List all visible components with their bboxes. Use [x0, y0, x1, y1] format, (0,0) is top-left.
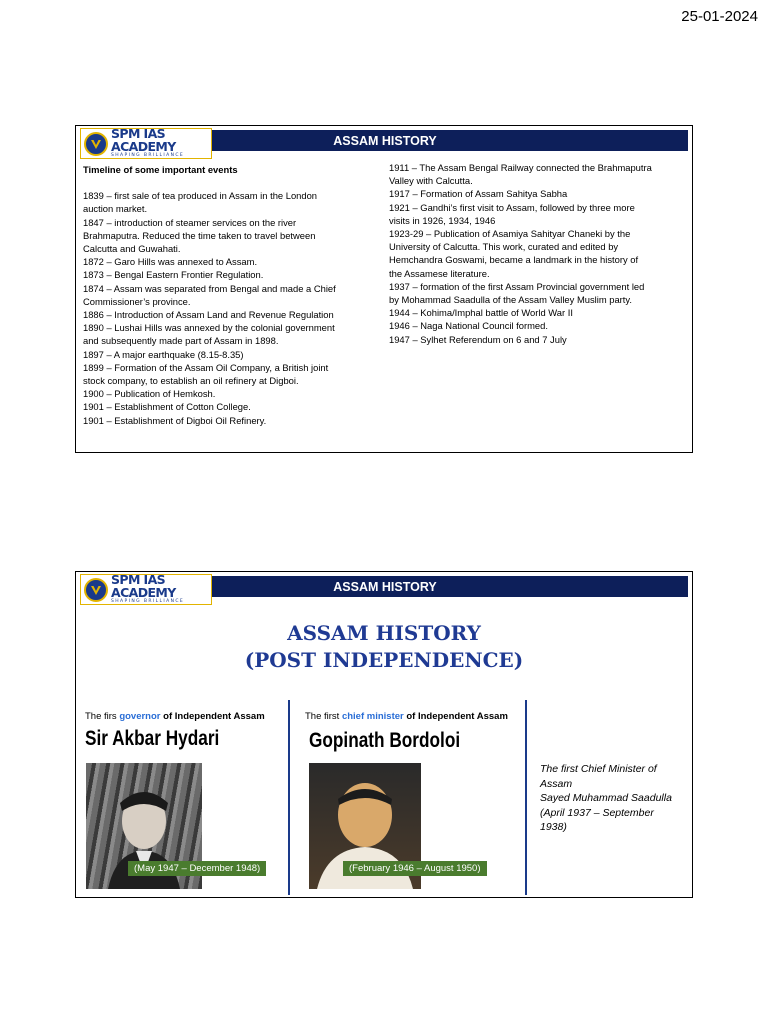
text-line: 1911 – The Assam Bengal Railway connected the Brahmaputra	[389, 162, 652, 173]
chief-minister-name: Gopinath Bordoloi	[309, 729, 461, 752]
column-divider	[288, 700, 290, 895]
text-line: by Mohammad Saadulla of the Assam Valley Muslim party.	[389, 294, 632, 306]
slide-post-independence	[75, 571, 693, 898]
text-line: 1944 – Kohima/Imphal battle of World War II	[389, 307, 573, 319]
academy-logo	[80, 574, 212, 605]
slide-title-line1: ASSAM HISTORY	[287, 621, 481, 645]
caption-text: of Independent Assam	[403, 711, 508, 722]
text-line: The first Chief Minister of	[540, 763, 657, 775]
text-line: (April 1937 – September	[540, 806, 654, 819]
text-line: 1890 – Lushai Hills was annexed by the colonial government	[83, 322, 335, 334]
text-line: 1899 – Formation of the Assam Oil Company, a British joint	[83, 361, 329, 373]
text-line: 1947 – Sylhet Referendum on 6 and 7 July	[389, 333, 567, 345]
text-line: 1900 – Publication of Hemkosh.	[83, 388, 216, 400]
text-line: Valley with Calcutta.	[389, 175, 473, 187]
caption-text: of Independent Assam	[160, 711, 265, 722]
text-line: 1938)	[540, 821, 567, 833]
text-line: 1917 – Formation of Assam Sahitya Sabha	[389, 188, 568, 200]
timeline-right-column	[389, 161, 691, 346]
text-line: stock company, to establish an oil refinery at Digboi.	[83, 375, 299, 387]
text-line: Hemchandra Goswami, became a landmark in the history of	[389, 254, 639, 266]
shield-icon	[84, 578, 108, 602]
caption-role: governor	[119, 711, 161, 722]
text-line: 1886 – Introduction of Assam Land and Revenue Regulation	[83, 309, 334, 321]
slide-title-line2: (POST INDEPENDENCE)	[244, 648, 524, 672]
timeline-heading: Timeline of some important events	[83, 164, 238, 175]
governor-caption	[85, 711, 265, 722]
page-date: 25-01-2024	[681, 8, 758, 25]
text-line: 1937 – formation of the first Assam Provincial government led	[389, 280, 645, 292]
timeline-left-column	[83, 163, 383, 427]
text-line: 1874 – Assam was separated from Bengal and made a Chief	[83, 282, 336, 294]
logo-tagline: SHAPING BRILLIANCE	[111, 599, 185, 605]
text-line: visits in 1926, 1934, 1946	[389, 214, 496, 226]
text-line: 1839 – first sale of tea produced in Assam in the London	[83, 190, 318, 202]
slide-header-title: ASSAM HISTORY	[333, 579, 437, 594]
text-line: 1873 – Bengal Eastern Frontier Regulation.	[83, 269, 264, 281]
chief-minister-tenure: (February 1946 – August 1950)	[343, 861, 487, 876]
text-line: 1946 – Naga National Council formed.	[389, 320, 548, 332]
text-line: 1901 – Establishment of Digboi Oil Refinery.	[83, 414, 267, 426]
text-line: University of Calcutta. This work, curated and edited by	[389, 241, 619, 253]
academy-logo	[80, 128, 212, 159]
logo-tagline: SHAPING BRILLIANCE	[111, 153, 185, 159]
text-line: 1872 – Garo Hills was annexed to Assam.	[83, 256, 258, 268]
first-cm-note-lines	[540, 762, 685, 835]
shield-icon	[84, 132, 108, 156]
slide-header-title: ASSAM HISTORY	[333, 133, 437, 148]
timeline-right-lines	[389, 161, 691, 346]
timeline-left-lines	[83, 189, 383, 427]
slide-timeline	[75, 125, 693, 453]
caption-role: chief minister	[341, 711, 404, 722]
logo-name: SPM IAS ACADEMY	[111, 126, 176, 154]
text-line: auction market.	[83, 203, 148, 215]
governor-tenure: (May 1947 – December 1948)	[128, 861, 266, 876]
caption-text: The firs	[85, 711, 120, 722]
caption-text: The first	[305, 711, 342, 722]
slide-header	[212, 130, 688, 151]
text-line: Assam	[540, 777, 573, 790]
text-line: 1921 – Gandhi’s first visit to Assam, followed by three more	[389, 201, 635, 213]
text-line: Commissioner’s province.	[83, 295, 191, 307]
slide-title	[76, 620, 692, 674]
text-line: Calcutta and Guwahati.	[83, 243, 181, 255]
text-line: the Assamese literature.	[389, 267, 490, 279]
column-divider	[525, 700, 527, 895]
text-line: Brahmaputra. Reduced the time taken to travel between	[83, 229, 316, 241]
text-line: 1847 – introduction of steamer services on the river	[83, 216, 297, 228]
text-line: 1901 – Establishment of Cotton College.	[83, 401, 251, 413]
text-line: Sayed Muhammad Saadulla	[540, 792, 672, 804]
text-line: 1923-29 – Publication of Asamiya Sahityar Chaneki by the	[389, 228, 631, 240]
text-line: 1897 – A major earthquake (8.15-8.35)	[83, 348, 244, 360]
chief-minister-caption	[305, 711, 508, 722]
logo-name: SPM IAS ACADEMY	[111, 572, 176, 600]
slide-header	[212, 576, 688, 597]
governor-name: Sir Akbar Hydari	[85, 727, 220, 750]
first-cm-note	[540, 762, 685, 835]
text-line: and subsequently made part of Assam in 1898.	[83, 335, 279, 347]
